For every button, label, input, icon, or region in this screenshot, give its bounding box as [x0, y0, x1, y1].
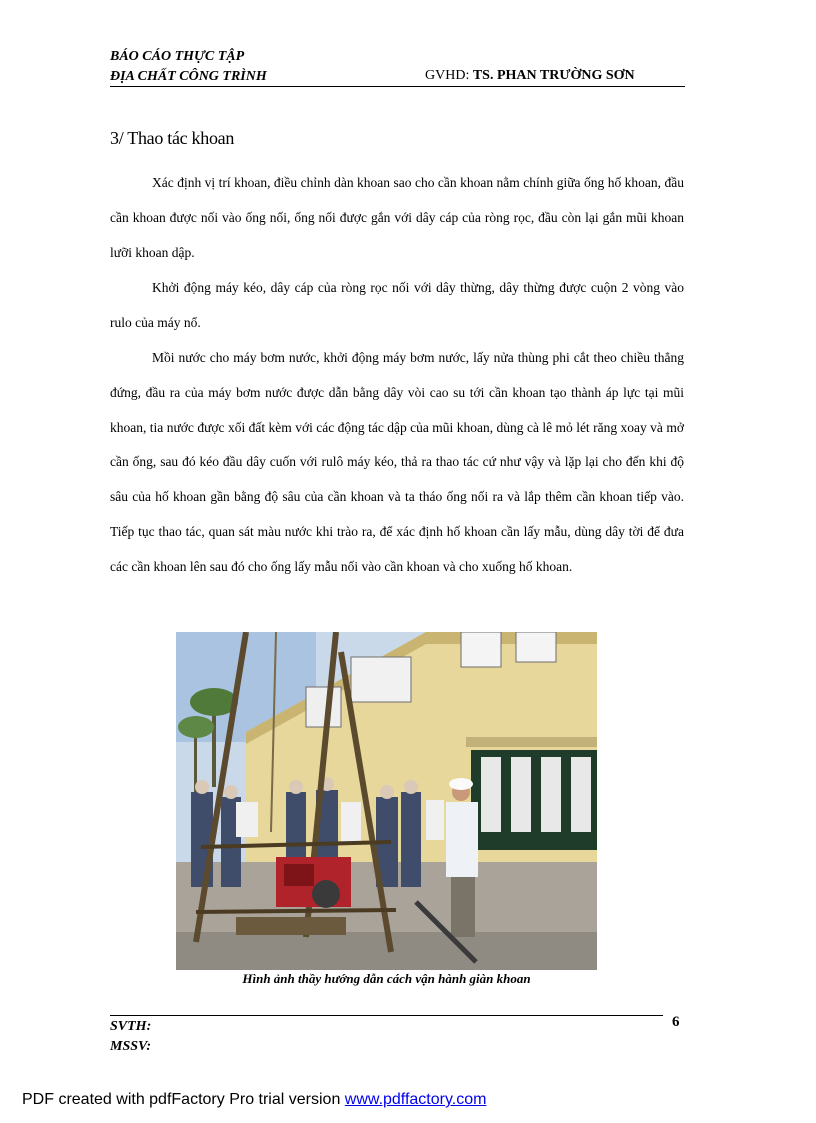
paragraph-2 [110, 271, 684, 341]
section-heading: 3/ Thao tác khoan [110, 128, 235, 148]
drilling-rig-photo [176, 632, 597, 970]
paragraph-text: Mồi nước cho máy bơm nước, khởi động máy bơm nước, lấy nửa thùng phi cắt theo chiều thẳng đứng, đầu ra của máy bơm nước được dẫn bằng dây vòi cao su tới cần khoan tạo thành áp lực tại mũi khoan, tia nước được xối đất kèm với các động tác dập của mũi khoan, dùng cà lê mỏ lét răng xoay và mở cần ống, sau đó kéo đầu dây cuốn với rulô máy kéo, thả ra thao tác cứ như vậy và lặp lại cho đến khi độ sâu của hố khoan gần bằng độ sâu của cần khoan và ta tháo ống nối ra và lắp thêm cần khoan tiếp vào. Tiếp tục thao tác, quan sát màu nước khi trào ra, để xác định hố khoan cần lấy mẫu, dùng dây tời để đưa các cần khoan lên sau đó cho ống lấy mẫu nối vào cần khoan và cho xuống hố khoan. [110, 350, 684, 574]
pdf-watermark [22, 1091, 486, 1109]
report-header-title [110, 47, 267, 87]
advisor-name: TS. PHAN TRƯỜNG SƠN [472, 68, 635, 83]
svth-label: SVTH: [110, 1019, 152, 1034]
paragraph-1 [110, 166, 684, 270]
paragraph-3 [110, 341, 684, 585]
figure-caption: Hình ảnh thầy hướng dẫn cách vận hành giàn khoan [242, 971, 531, 986]
watermark-text: PDF created with pdfFactory Pro trial version [22, 1091, 345, 1108]
paragraph-text: Xác định vị trí khoan, điều chỉnh dàn khoan sao cho cần khoan nằm chính giữa ống hố khoan, đầu cần khoan được nối vào ống nối, ống nối được gắn với dây cáp của ròng rọc, đầu còn lại gắn mũi khoan lưỡi khoan dập. [110, 175, 684, 260]
pdffactory-link[interactable]: www.pdffactory.com [344, 1091, 487, 1108]
report-title-line1: BÁO CÁO THỰC TẬP [110, 49, 245, 64]
advisor-prefix: GVHD: [425, 68, 473, 83]
mssv-label: MSSV: [110, 1039, 151, 1054]
report-title-line2: ĐỊA CHẤT CÔNG TRÌNH [110, 69, 267, 84]
page-number: 6 [672, 1014, 680, 1030]
advisor-label [425, 66, 635, 86]
paragraph-text: Khởi động máy kéo, dây cáp của ròng rọc nối với dây thừng, dây thừng được cuộn 2 vòng vào rulo của máy nổ. [110, 280, 684, 330]
header-divider [110, 86, 685, 87]
footer-student-info [110, 1017, 151, 1057]
footer-divider [110, 1015, 663, 1016]
